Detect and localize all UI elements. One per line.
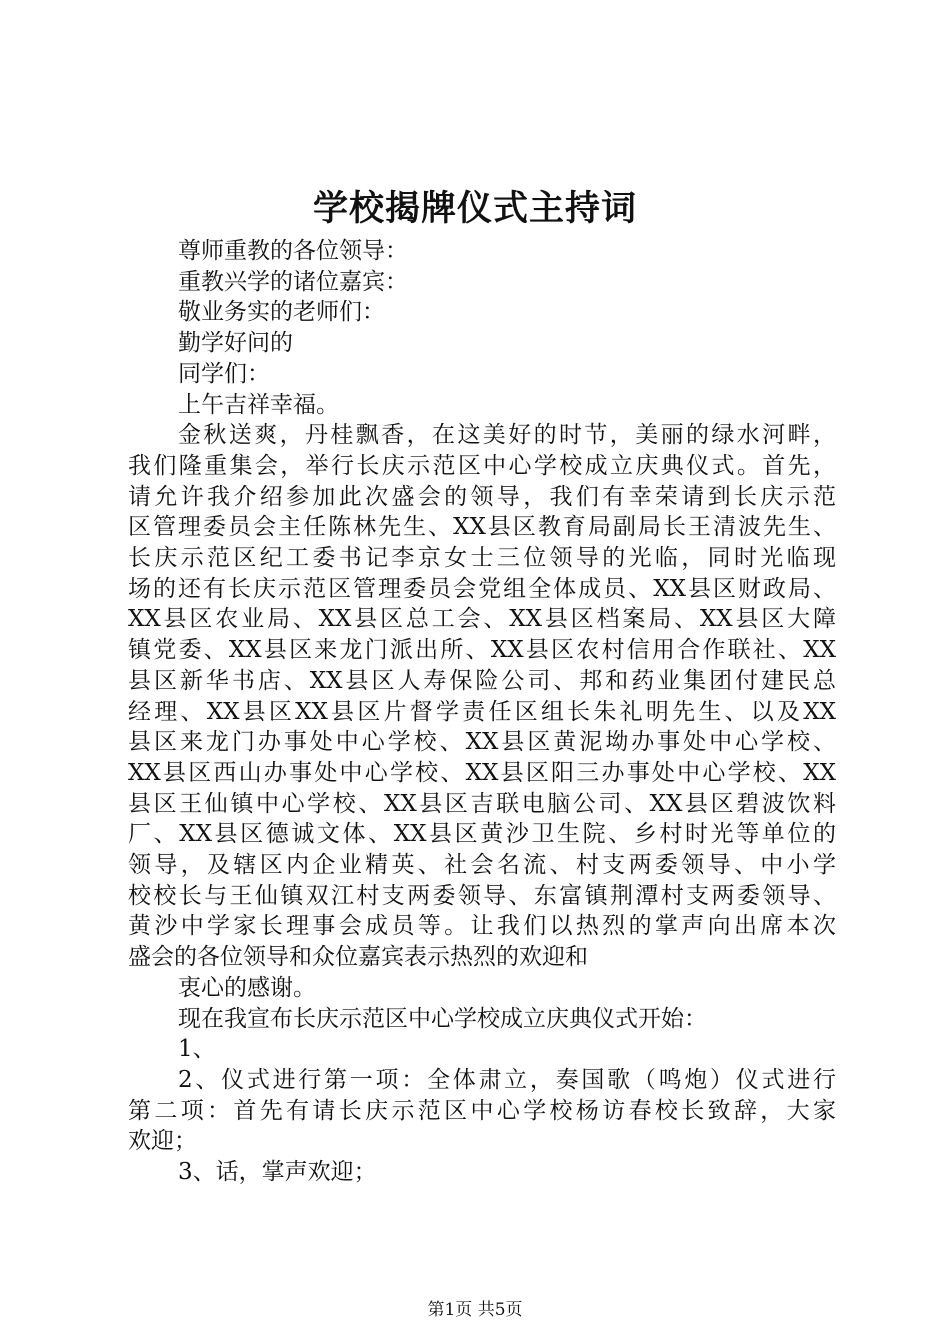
- paragraph-line: 县区新华书店、XX县区人寿保险公司、邦和药业集团付建民总: [128, 667, 836, 694]
- paragraph-line: 盛会的各位领导和众位嘉宾表示热烈的欢迎和: [128, 944, 588, 971]
- paragraph-line: XX县区农业局、XX县区总工会、XX县区档案局、XX县区大障: [128, 606, 836, 633]
- paragraph-line: 县区王仙镇中心学校、XX县区吉联电脑公司、XX县区碧波饮料: [128, 790, 836, 817]
- list-item: 2、仪式进行第一项：全体肃立，奏国歌（鸣炮）仪式进行: [178, 1066, 836, 1093]
- list-item-continuation: 第二项：首先有请长庆示范区中心学校杨访春校长致辞，大家: [128, 1097, 836, 1124]
- paragraph-line: 我们隆重集会，举行长庆示范区中心学校成立庆典仪式。首先，: [128, 452, 836, 479]
- salutation-line: 尊师重教的各位领导：: [178, 238, 408, 264]
- list-item: 1、: [178, 1036, 216, 1063]
- document-title: 学校揭牌仪式主持词: [312, 188, 637, 229]
- page-total: 共5页: [477, 1300, 523, 1320]
- paragraph-line: 请允许我介绍参加此次盛会的领导，我们有幸荣请到长庆示范: [128, 483, 836, 510]
- paragraph-line: 场的还有长庆示范区管理委员会党组全体成员、XX县区财政局、: [128, 575, 836, 602]
- document-body: [128, 236, 836, 1188]
- salutation-line: 同学们：: [178, 360, 270, 387]
- paragraph-line: 镇党委、XX县区来龙门派出所、XX县区农村信用合作联社、XX: [128, 637, 836, 664]
- list-item: 3、话，掌声欢迎；: [178, 1159, 377, 1186]
- paragraph-line: 经理、XX县区XX县区片督学责任区组长朱礼明先生、以及XX: [128, 698, 836, 725]
- paragraph-line: 县区来龙门办事处中心学校、XX县区黄泥坳办事处中心学校、: [128, 729, 836, 756]
- greeting-line: 上午吉祥幸福。: [178, 391, 339, 418]
- paragraph-line: 黄沙中学家长理事会成员等。让我们以热烈的掌声向出席本次: [128, 913, 836, 940]
- page-number: 第1页: [427, 1300, 473, 1320]
- paragraph-line: 校校长与王仙镇双江村支两委领导、东富镇荆潭村支两委领导、: [128, 882, 836, 909]
- announcement-line: 现在我宣布长庆示范区中心学校成立庆典仪式开始：: [178, 1005, 707, 1032]
- paragraph-line: 衷心的感谢。: [178, 974, 316, 1001]
- page-footer: [0, 1298, 950, 1322]
- salutation-line: 敬业务实的老师们：: [178, 299, 385, 326]
- paragraph-line: 长庆示范区纪工委书记李京女士三位领导的光临，同时光临现: [128, 545, 836, 572]
- paragraph-line: 厂、XX县区德诚文体、XX县区黄沙卫生院、乡村时光等单位的: [128, 821, 836, 848]
- salutation-line: 勤学好问的: [178, 330, 293, 357]
- list-item-continuation: 欢迎；: [128, 1128, 197, 1155]
- paragraph-line: XX县区西山办事处中心学校、XX县区阳三办事处中心学校、XX: [128, 759, 836, 786]
- paragraph-line: 区管理委员会主任陈林先生、XX县区教育局副局长王清波先生、: [128, 514, 836, 541]
- paragraph-line: 金秋送爽，丹桂飘香，在这美好的时节，美丽的绿水河畔，: [178, 422, 836, 449]
- paragraph-line: 领导，及辖区内企业精英、社会名流、村支两委领导、中小学: [128, 852, 836, 879]
- salutation-line: 重教兴学的诸位嘉宾：: [178, 268, 408, 295]
